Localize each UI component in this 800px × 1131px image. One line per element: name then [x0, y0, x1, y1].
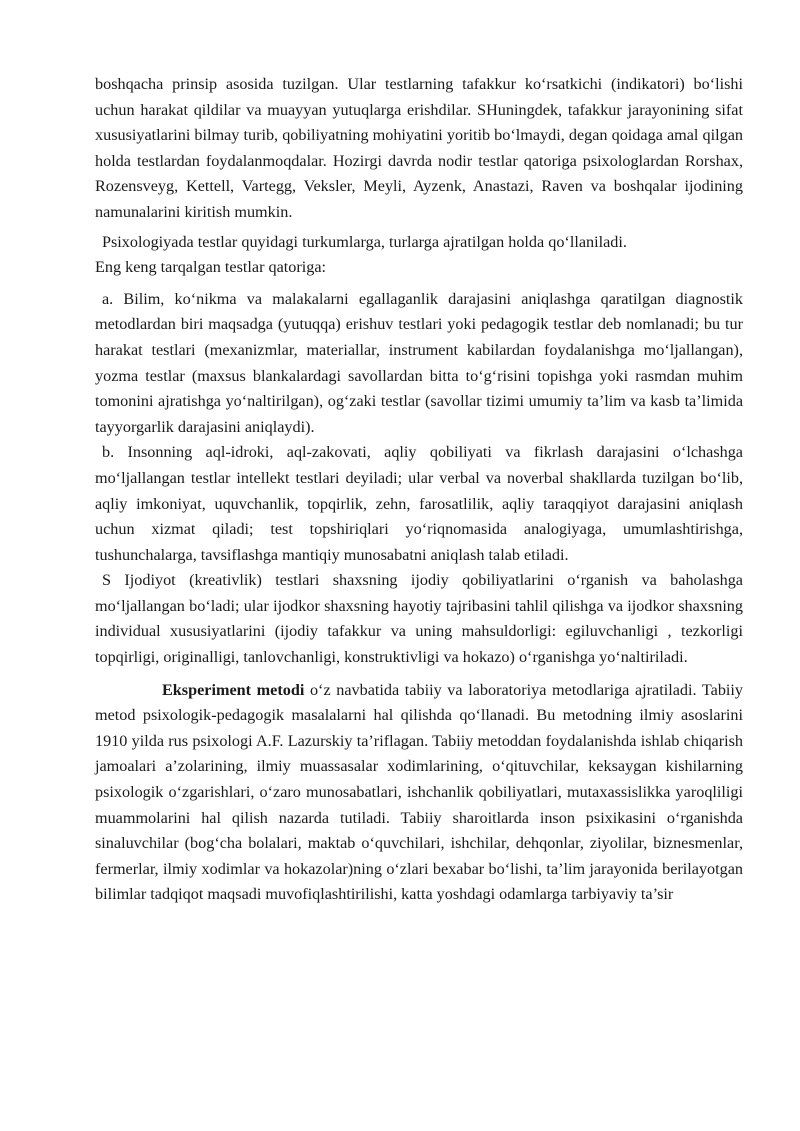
list-item-s: S Ijodiyot (kreativlik) testlari shaxsning ijodiy qobiliyatlarini o‘rganish va baholashga mo‘ljallangan bo‘ladi; ular ijodkor shaxsning hayotiy tajribasini tahlil qilishga va ijodkor shaxsning individual xususiyatlarini (ijodiy tafakkur va uning mahsuldorligi: egiluvchanligi , tezkorligi topqirligi, originalligi, tanlovchanligi, konstruktivligi va hokazo) o‘rganishga yo‘naltiriladi.: [95, 571, 743, 667]
list-item-a: a. Bilim, ko‘nikma va malakalarni egallaganlik darajasini aniqlashga qaratilgan diagnostik metodlardan biri maqsadga (yutuqqa) erishuv testlari yoki pedagogik testlar deb nomlanadi; bu tur harakat testlari (mexanizmlar, materiallar, instrument kabilardan foydalanishga mo‘ljallangan), yozma testlar (maxsus blankalardagi savollardan bitta to‘g‘risini topishga yoki rasmdan muhim tomonini ajratishga yo‘naltirilgan), og‘zaki testlar (savollar tizimi umumiy ta’lim va kasb ta’limida tayyorgarlik darajasini aniqlaydi).: [95, 289, 743, 436]
paragraph-experiment-method: [95, 678, 743, 908]
paragraph-tests-intro: boshqacha prinsip asosida tuzilgan. Ular testlarning tafakkur ko‘rsatkichi (indikatori) bo‘lishi uchun harakat qildilar va muayyan yutuqlarga erishdilar. SHuningdek, tafakkur jarayonining sifat xususiyatlarini bilmay turib, qobiliyatning mohiyatini yoritib bo‘lmaydi, degan qoidaga amal qilgan holda testlardan foydalanmoqdalar. Hozirgi davrda nodir testlar qatoriga psixologlardan Rorshax, Rozensveyg, Kettell, Vartegg, Veksler, Meyli, Ayzenk, Anastazi, Raven va boshqalar ijodining namunalarini kiritish mumkin.: [95, 75, 743, 221]
experiment-method-text: o‘z navbatida tabiiy va laboratoriya metodlariga ajratiladi. Tabiiy metod psixologik-pedagogik masalalarni hal qilishda qo‘llanadi. Bu metodning ilmiy asoslarini 1910 yilda rus psixologi A.F. Lazurskiy ta’riflagan. Tabiiy metoddan foydalanishda ishlab chiqarish jamoalari a’zolarining, ilmiy muassasalar xodimlarining, o‘qituvchilar, keksaygan kishilarning psixologik o‘zgarishlari, o‘zaro munosabatlari, ishchanlik qobiliyatlari, mutaxassislikka yaroqliligi muammolarini hal qilish nazarda tutiladi. Tabiiy sharoitlarda inson psixikasini o‘rganishda sinaluvchilar (bog‘cha bolalari, maktab o‘quvchilari, ishchilar, dehqonlar, ziyolilar, biznesmenlar, fermerlar, ilmiy xodimlar va hokazolar)ning o‘zlari bexabar bo‘lishi, ta’lim jarayonida berilayotgan bilimlar tadqiqot maqsadi muvofiqlashtirilishi, katta yoshdagi odamlarga tarbiyaviy ta’sir: [95, 680, 744, 904]
list-item-b: b. Insonning aql-idroki, aql-zakovati, aqliy qobiliyati va fikrlash darajasini o‘lchashga mo‘ljallangan testlar intellekt testlari deyiladi; ular verbal va noverbal shakllarda tuzilgan bo‘lib, aqliy imkoniyat, uquvchanlik, topqirlik, zehn, farosatlilik, aqliy taraqqiyot darajasini aniqlash uchun xizmat qiladi; test topshiriqlari yo‘riqnomasida analogiyaga, umumlashtirishga, tushunchalarga, tavsiflashga mantiqiy munosabatni aniqlash talab etiladi.: [95, 443, 743, 564]
experiment-method-term: Eksperiment metodi: [162, 680, 305, 699]
paragraph-test-categories: Psixologiyada testlar quyidagi turkumlarga, turlarga ajratilgan holda qo‘llaniladi.: [102, 232, 627, 251]
paragraph-common-tests: Eng keng tarqalgan testlar qatoriga:: [95, 258, 327, 277]
